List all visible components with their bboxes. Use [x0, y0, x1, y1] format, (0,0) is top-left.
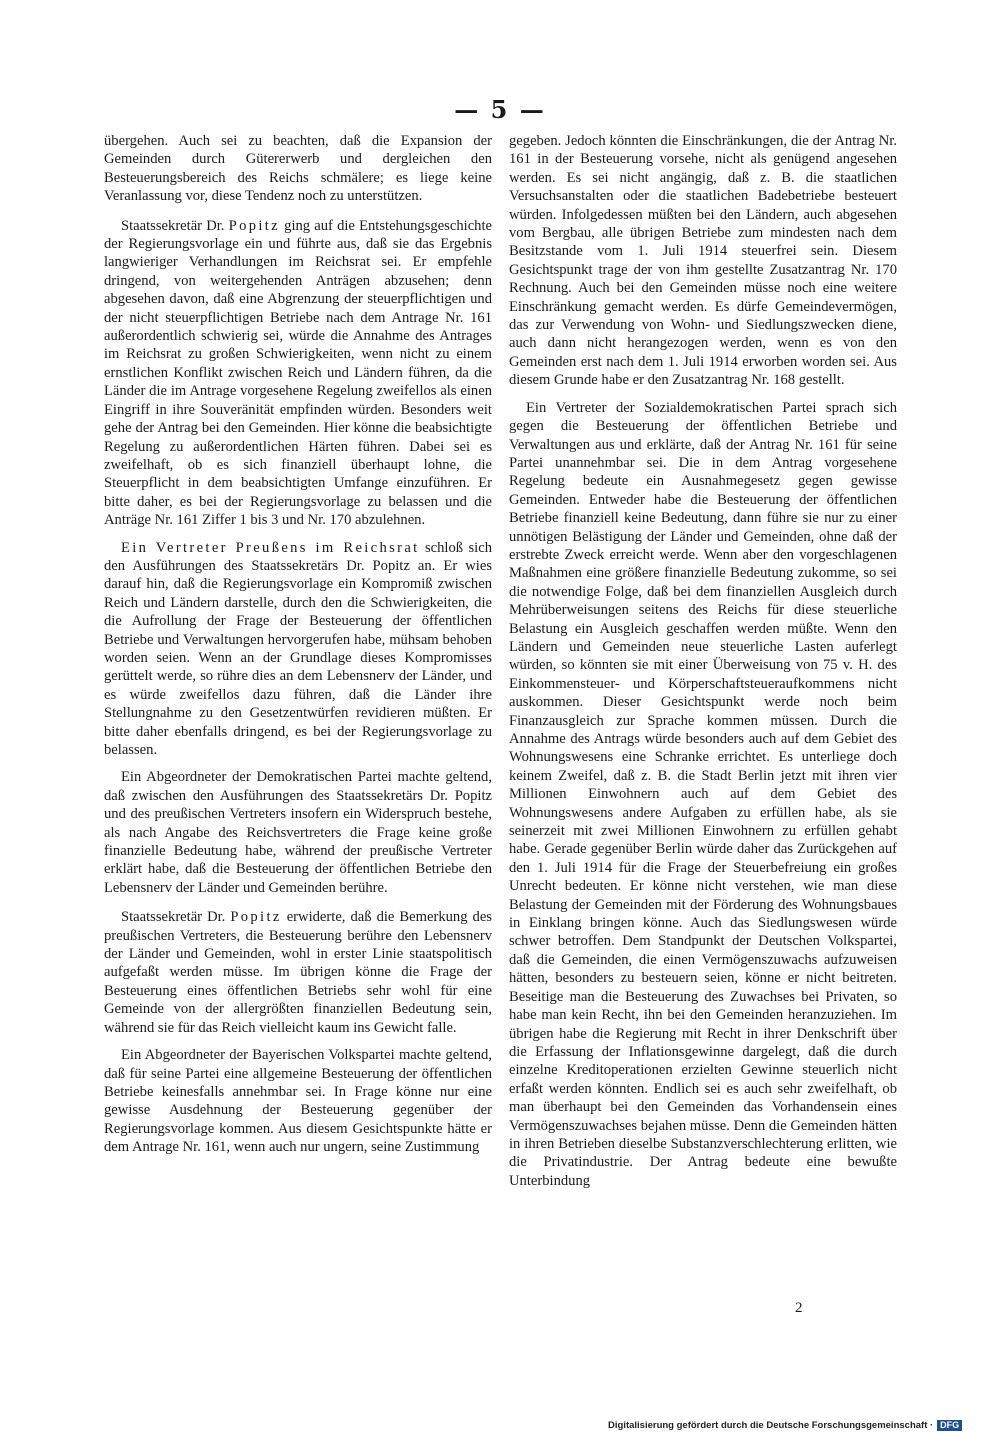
speaker-title: Staatssekretär Dr. [121, 217, 229, 234]
paragraph-popitz-reply [104, 908, 492, 1037]
right-column [509, 132, 897, 1312]
paragraph-demokraten-statement: Ein Abgeordneter der Demokratischen Partei machte geltend, daß zwischen den Ausführungen des Staatssekretärs Dr. Popitz und des preußischen Vertreters insofern ein Widerspruch bestehe, als nach Angabe des Reichsvertreters die Frage keine große finanzielle Bedeutung habe, während der preußische Vertreter erklärt habe, daß die Besteuerung der öffentlichen Betriebe den Lebensnerv der Länder und Gemeinden berühre. [104, 769, 492, 896]
paragraph-popitz-statement [104, 217, 492, 530]
left-column [104, 132, 492, 1312]
paragraph-preussen-statement [104, 539, 492, 760]
speaker-title: Staatssekretär Dr. [121, 909, 231, 926]
paragraph-sozialdemokraten-statement: Ein Vertreter der Sozialdemokratischen Partei sprach sich gegen die Besteuerung der öffentlichen Betriebe und Verwaltungen aus und erklärte, daß der Antrag Nr. 161 für seine Partei unannehmbar sei. Die in dem Antrag vorgesehene Regelung bedeute ein Ausnahmegesetz gegen gewisse Gemeinden. Entweder habe die Besteuerung der öffentlichen Betriebe finanziell keine Bedeutung, dann führe sie nur zu einer unnötigen Belästigung der Länder und Gemeinden, ohne daß der erstrebte Zweck erreicht werde. Wenn aber den vorgeschlagenen Maßnahmen eine größere finanzielle Bedeutung zukomme, so sei die notwendige Folge, daß bei dem finanziellen Ausgleich durch Mehrüberweisungen seitens des Reichs für diese steuerliche Belastung ein Ausgleich geschaffen werden müßte. Wenn den Ländern und Gemeinden neue steuerliche Lasten auferlegt würden, so könnten sie mit einer Überweisung von 75 v. H. des Einkommensteuer- und Körperschaftsteueraufkommens nicht auskommen. Dieser Gesichtspunkt werde noch beim Finanzausgleich zur Sprache kommen müssen. Durch die Annahme des Antrags würde besonders auch auf dem Gebiet des Wohnungswesens eine Schranke errichtet. Es unterliege doch keinem Zweifel, daß z. B. die Stadt Berlin jetzt mit ihren vier Millionen Einwohnern auch auf dem Gebiet des Wohnungswesens andere Aufgaben zu erfüllen habe, als sie seinerzeit mit zwei Millionen Einwohnern zu erfüllen gehabt habe. Gerade gegenüber Berlin würde daher das Zurückgehen auf den 1. Juli 1914 für die Frage der Steuerbefreiung ein großes Unrecht bedeuten. Er könne nicht verstehen, wie man diese Belastung der Gemeinden mit der Förderung des Wohnungsbaues in Einklang bringen könne. Auch das Siedlungswesen würde schwer betroffen. Dem Standpunkt der Deutschen Volkspartei, daß die Gemeinden, die einen Vermögenszuwachs aufzuweisen hätten, besonders zu besteuern seien, könne er nicht beitreten. Beseitige man die Besteuerung des Zuwachses bei Privaten, so habe man kein Recht, ihn bei den Gemeinden heranzuziehen. Im übrigen habe die Regierung mit Recht in ihrer Denkschrift über die Erfassung der Inflationsgewinne dargelegt, daß die durch einzelne Kreditoperationen erzielten Gewinne steuerlich nicht erfaßt werden könnten. Endlich sei es auch sehr zweifelhaft, ob man überhaupt bei den Gemeinden das Vorhandensein eines Vermögenszuwachses bejahen müsse. Denn die Gemeinden hätten in ihren Betrieben dieselbe Substanzverschlechterung erlitten, wie die Privatindustrie. Der Antrag bedeute eine bewußte Unterbindung [509, 399, 897, 1189]
sheet-signature: 2 [795, 1300, 803, 1316]
paragraph-body: ging auf die Entstehungsgeschichte der Regierungsvorlage ein und führte aus, daß sie das Ergebnis langwieriger Verhandlungen im Reichsrat sei. Er empfehle dringend, von weitergehenden Anträgen abzusehen; denn abgesehen davon, daß eine Abgrenzung der steuerpflichtigen und der nicht steuerpflichtigen Betriebe nach dem Antrage Nr. 161 außerordentlich schwierig sei, würde die Annahme des Antrages im Reichsrat zu großen Schwierigkeiten, wenn nicht zu einem ernstlichen Konflikt zwischen Reich und Ländern führen, da die Länder die im Antrage vorgesehene Regelung zweifellos als einen Eingriff in ihre Souveränität empfinden würden. Besonders weit gehe der Antrag bei den Gemeinden. Hier könne die beabsichtigte Regelung zu außerordentlichen Härten führen. Dabei sei es zweifelhaft, ob es sich finanziell überhaupt lohne, die Steuerpflicht in dem beabsichtigten Umfange einzuführen. Er bitte daher, es bei der Regierungsvorlage zu belassen und die Anträge Nr. 161 Ziffer 1 bis 3 und Nr. 170 abzulehnen. [104, 217, 492, 529]
paragraph-bayern-statement: Ein Abgeordneter der Bayerischen Volkspartei machte geltend, daß für seine Partei eine allgemeine Besteuerung der öffentlichen Betriebe keinesfalls annehmbar sei. In Frage könne nur eine gewisse Ausdehnung der Besteuerung gegenüber der Regierungsvorlage kommen. Aus diesem Gesichtspunkte hätte er dem Antrage Nr. 161, wenn auch nur ungern, seine Zustimmung [104, 1047, 492, 1156]
digitization-footer [608, 1420, 964, 1431]
footer-text: Digitalisierung gefördert durch die Deutsche Forschungsgemeinschaft · [608, 1420, 934, 1431]
paragraph-body: schloß sich den Ausführungen des Staatssekretärs Dr. Popitz an. Er wies darauf hin, daß die Regierungsvorlage ein Kompromiß zwischen Reich und Ländern darstelle, durch den die Schwierigkeiten, die die Aufrollung der Frage der Besteuerung der öffentlichen Betriebe und Verwaltungen hervorgerufen habe, mühsam behoben worden seien. Wenn an der Grundlage dieses Kompromisses gerüttelt werde, so rühre dies an dem Lebensnerv der Länder, und es würde zweifellos dazu führen, daß die Länder ihre Stellungnahme zu den Gesetzentwürfen revidieren müßten. Er bitte daher ebenfalls dringend, es bei der Regierungsvorlage zu belassen. [104, 539, 492, 758]
speaker-name: Ein Vertreter Preußens im Reichsrat [121, 539, 420, 556]
speaker-name: Popitz [228, 217, 280, 234]
speaker-name: Popitz [230, 909, 282, 926]
paragraph-continuation: gegeben. Jedoch könnten die Einschränkungen, die der Antrag Nr. 161 in der Besteuerung vorsehe, nicht als genügend angesehen werden. Es sei nicht angängig, daß z. B. die staatlichen Versuchsanstalten oder die staatlichen Badebetriebe besteuert würden. Infolgedessen müßten bei den Ländern, auch abgesehen vom Bergbau, alle übrigen Betriebe zum mindesten nach dem Besitzstande vom 1. Juli 1914 steuerfrei sein. Diesem Gesichtspunkt trage der von ihm gestellte Zusatzantrag Nr. 170 Rechnung. Auch bei den Gemeinden müsse noch eine weitere Einschränkung gemacht werden. Es dürfe Gemeindevermögen, das zur Verwendung von Wohn- und Siedlungszwecken diene, auch dann nicht herangezogen werden, wenn es von den Gemeinden erst nach dem 1. Juli 1914 erworben worden sei. Aus diesem Grunde habe er den Zusatzantrag Nr. 168 gestellt. [509, 133, 897, 389]
page-number: — 5 — [454, 95, 546, 124]
dfg-logo-icon: DFG [937, 1420, 962, 1431]
paragraph-body: erwiderte, daß die Bemerkung des preußischen Vertreters, die Besteuerung berühre den Lebensnerv der Länder und Gemeinden, wohl in erster Linie staatspolitisch aufgefaßt werden müsse. Im übrigen könne die Frage der Besteuerung eines öffentlichen Betriebs sehr wohl für eine Gemeinde von der allergrößten finanziellen Bedeutung sein, während sie für das Reich vielleicht kaum ins Gewicht falle. [104, 909, 492, 1036]
paragraph-continuation: übergehen. Auch sei zu beachten, daß die Expansion der Gemeinden durch Gütererwerb und dergleichen den Besteuerungsbereich des Reichs schmälere; es liege keine Veranlassung vor, diese Tendenz noch zu unterstützen. [104, 133, 492, 205]
